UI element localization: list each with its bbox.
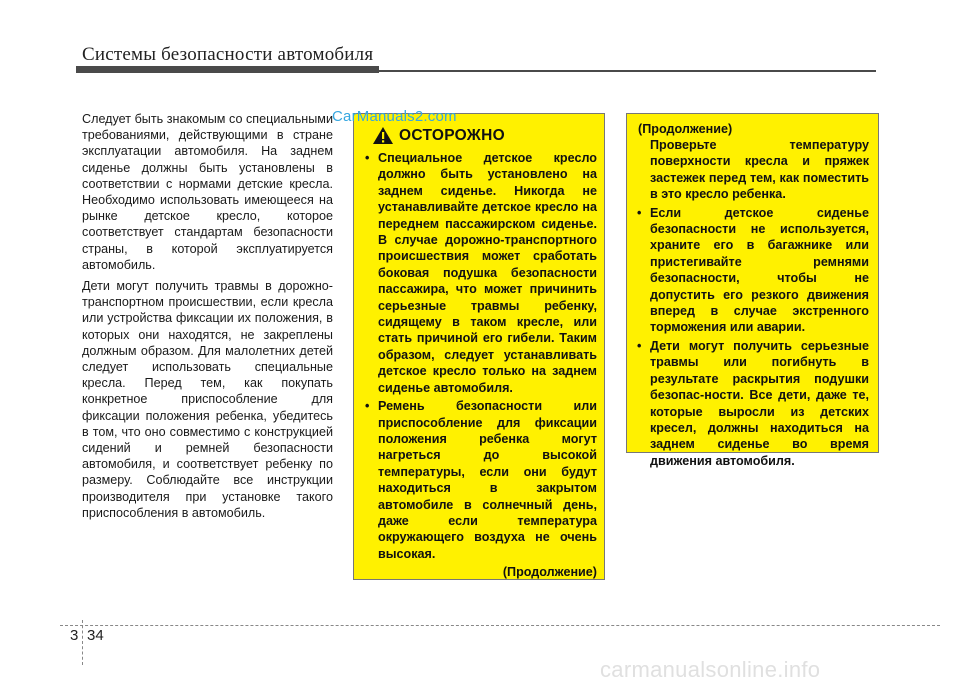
continuation-box xyxy=(626,113,879,468)
body-text-column xyxy=(82,111,333,526)
bullet: • xyxy=(637,338,642,353)
warning-triangle-icon xyxy=(372,126,394,145)
continuation-label: (Продолжение) xyxy=(638,122,733,136)
footer-watermark: carmanualsonline.info xyxy=(600,657,821,682)
footer-divider xyxy=(60,625,940,626)
body-paragraph: Следует быть знакомым со специальными требованиями, действующими в стране эксплуатации автомобиля. На заднем сиденье должны быть установлены в соответствии с нормами детские кресла. Необходимо использовать имеющееся на рынке детское кресло, которое соответствует стандартам безопасности страны, в которой эксплуатируется автомобиль. xyxy=(82,112,333,272)
warning-item-text: Ремень безопасности или приспособление для фиксации положения ребенка могут нагреться до высокой температуры, если они будут находиться в закрытом автомобиле в солнечный день, даже если температура окружающего воздуха не очень высокая. xyxy=(378,399,597,561)
header-rule-thick xyxy=(76,66,379,73)
body-paragraph: Дети могут получить травмы в дорожно-транспортном происшествии, если кресла или устройства фиксации их положения, в которых они находятся, не закреплены должным образом. Для малолетних детей следует использовать специальные кресла. Перед тем, как покупать конкретное приспособление для фиксации положения ребенка, убедитесь в том, что оно совместимо с конструкцией сидений и ремней безопасности автомобиля, и соответствует ребенку по размеру. Соблюдайте все инструкции производителя при установке такого приспособления в автомобиль. xyxy=(82,279,333,520)
bullet: • xyxy=(365,399,370,414)
continuation-item xyxy=(636,338,869,469)
warning-box xyxy=(353,113,605,580)
warning-item xyxy=(364,398,597,562)
chapter-number: 3 xyxy=(70,627,79,644)
continuation-item-text: Если детское сиденье безопасности не используется, храните его в багажнике или пристегивайте ремнями безопасности, чтобы не допустить его резкого движения вперед в случае экстренного торможения или аварии. xyxy=(650,205,869,335)
page-number-divider xyxy=(82,620,83,665)
continuation-item-text: Дети могут получить серьезные травмы или погибнуть в результате раскрытия подушки безопас-ности. Все дети, даже те, которые выросли из детских кресел, должны находиться на заднем сиденье во время движения автомобиля. xyxy=(650,338,869,468)
bullet: • xyxy=(365,151,370,165)
warning-item xyxy=(364,150,597,396)
continuation-intro: Проверьте температуру поверхности кресла и пряжек застежек перед тем, как поместить в это кресло ребенка. xyxy=(650,138,869,202)
warning-item-text: Специальное детское кресло должно быть установлено на заднем сиденье. Никогда не устанавливайте детское кресло на переднем пассажирском сиденье. В случае дорожно-транспортного происшествия может сработать боковая подушка безопасности пассажира, что может причинить серьезные травмы ребенку, сидящему в таком кресле, или стать причиной его гибели. Таким образом, следует устанавливать детское кресло только на заднем сиденье автомобиля. xyxy=(378,151,597,395)
warning-title: ОСТОРОЖНО xyxy=(399,126,505,144)
section-title: Системы безопасности автомобиля xyxy=(82,44,374,65)
warning-header xyxy=(372,126,597,145)
watermark-link[interactable]: CarManuals2.com xyxy=(332,108,457,125)
continued-label: (Продолжение) xyxy=(502,565,597,580)
header-rule-thin xyxy=(379,70,876,72)
continuation-item xyxy=(636,205,869,336)
page-number: 34 xyxy=(87,627,104,644)
bullet: • xyxy=(637,205,642,220)
